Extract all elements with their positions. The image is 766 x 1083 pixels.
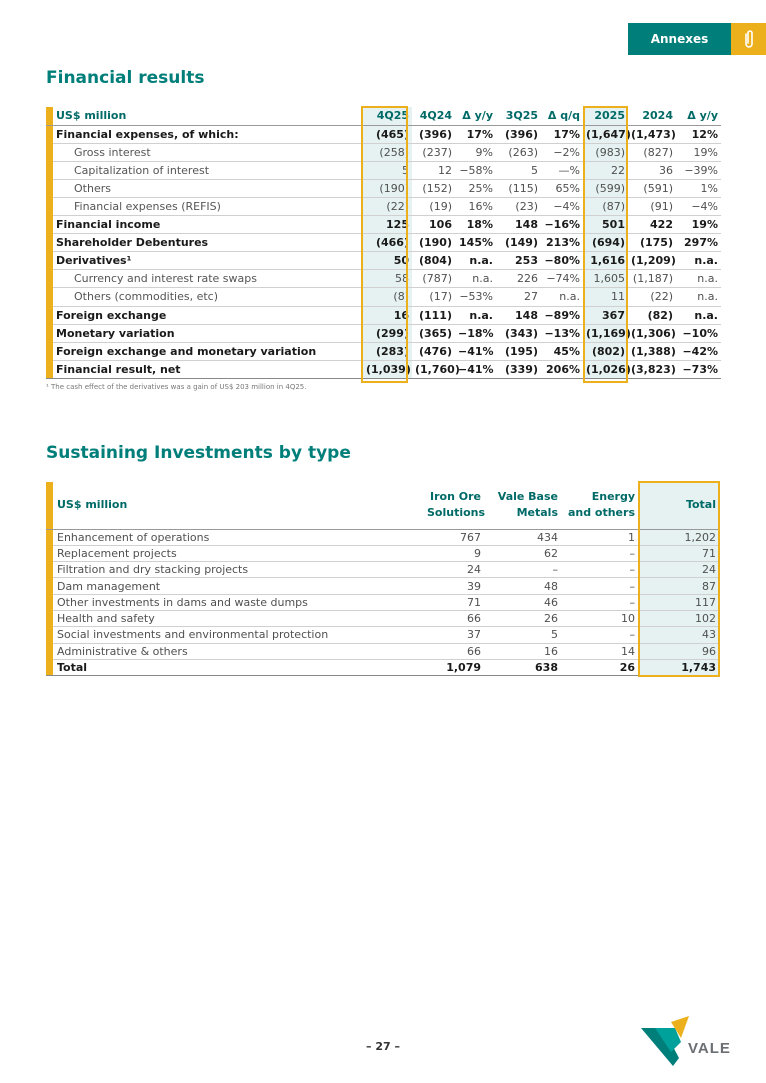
table-cell: 5: [496, 161, 541, 179]
table-cell: 145%: [455, 234, 496, 252]
table-cell: (175): [628, 234, 676, 252]
table-cell: 148: [496, 306, 541, 324]
table-row: [46, 125, 721, 143]
table-cell: 638: [485, 659, 562, 675]
accent-bar: [46, 197, 53, 215]
table-cell: 11: [583, 288, 628, 306]
table-cell: (983): [583, 143, 628, 161]
table-cell: −39%: [676, 161, 721, 179]
table-cell: n.a.: [676, 288, 721, 306]
table-cell: (591): [628, 179, 676, 197]
table-cell: 87: [639, 578, 720, 594]
table-cell: n.a.: [541, 288, 583, 306]
row-label: Others (commodities, etc): [53, 288, 363, 306]
total-row: [46, 659, 720, 675]
row-label: Enhancement of operations: [53, 529, 423, 545]
accent-bar: [46, 562, 53, 578]
column-header: 4Q24: [412, 107, 455, 125]
table-row: [46, 529, 720, 545]
table-cell: 24: [639, 562, 720, 578]
table-cell: 253: [496, 252, 541, 270]
table-row: [46, 610, 720, 626]
accent-bar: [46, 306, 53, 324]
table-cell: (23): [496, 197, 541, 215]
row-label: Replacement projects: [53, 545, 423, 561]
table-cell: 1%: [676, 179, 721, 197]
table-cell: 117: [639, 594, 720, 610]
table-cell: 96: [639, 643, 720, 659]
table-cell: 102: [639, 610, 720, 626]
table-cell: 62: [485, 545, 562, 561]
table-cell: 46: [485, 594, 562, 610]
table-cell: 27: [496, 288, 541, 306]
table-cell: 148: [496, 216, 541, 234]
column-header: Δ y/y: [455, 107, 496, 125]
row-label: Foreign exchange and monetary variation: [53, 342, 363, 360]
table-row: [46, 545, 720, 561]
table-row: [46, 161, 721, 179]
table-cell: 36: [628, 161, 676, 179]
section-title-financial-results: Financial results: [46, 68, 205, 88]
table-cell: 1,743: [639, 659, 720, 675]
table-cell: (3,823): [628, 360, 676, 378]
table-cell: 767: [423, 529, 485, 545]
accent-bar: [46, 360, 53, 378]
table-cell: 18%: [455, 216, 496, 234]
table-cell: 19%: [676, 216, 721, 234]
vale-logo-text: VALE: [688, 1040, 731, 1057]
financial-results-table: [46, 107, 721, 379]
table-cell: −80%: [541, 252, 583, 270]
table-cell: 43: [639, 627, 720, 643]
table-cell: (694): [583, 234, 628, 252]
footnote: ¹ The cash effect of the derivatives was a gain of US$ 203 million in 4Q25.: [46, 383, 307, 391]
table-cell: 206%: [541, 360, 583, 378]
column-header-unit: US$ million: [53, 482, 423, 529]
row-label: Financial expenses, of which:: [53, 125, 363, 143]
row-label: Financial income: [53, 216, 363, 234]
table-cell: (152): [412, 179, 455, 197]
page-number: – 27 –: [366, 1040, 400, 1053]
table-cell: (802): [583, 342, 628, 360]
table-cell: −16%: [541, 216, 583, 234]
column-header: 2024: [628, 107, 676, 125]
table-row: [46, 270, 721, 288]
column-header: Total: [639, 482, 720, 529]
table-row: [46, 578, 720, 594]
accent-bar: [46, 252, 53, 270]
table-cell: 1,605: [583, 270, 628, 288]
table-cell: −41%: [455, 342, 496, 360]
row-label: Currency and interest rate swaps: [53, 270, 363, 288]
table-cell: −13%: [541, 324, 583, 342]
table-cell: (396): [412, 125, 455, 143]
table-cell: (1,209): [628, 252, 676, 270]
table-cell: 12%: [676, 125, 721, 143]
table-row: [46, 627, 720, 643]
table-cell: n.a.: [676, 306, 721, 324]
table-cell: (195): [496, 342, 541, 360]
table-cell: (1,169): [583, 324, 628, 342]
table-cell: (476): [412, 342, 455, 360]
table-cell: 37: [423, 627, 485, 643]
table-cell: 10: [562, 610, 639, 626]
table-cell: 71: [639, 545, 720, 561]
table-cell: (1,187): [628, 270, 676, 288]
table-cell: 501: [583, 216, 628, 234]
table-cell: –: [562, 545, 639, 561]
table-cell: n.a.: [676, 270, 721, 288]
column-header: 4Q25: [363, 107, 412, 125]
row-label: Health and safety: [53, 610, 423, 626]
table-cell: 45%: [541, 342, 583, 360]
accent-bar: [46, 627, 53, 643]
table-cell: −42%: [676, 342, 721, 360]
table-cell: (827): [628, 143, 676, 161]
table-cell: 14: [562, 643, 639, 659]
row-label: Capitalization of interest: [53, 161, 363, 179]
table-cell: –: [562, 578, 639, 594]
table-header-row: [46, 107, 721, 125]
table-cell: (1,760): [412, 360, 455, 378]
table-cell: (466): [363, 234, 412, 252]
table-cell: 5: [363, 161, 412, 179]
accent-bar: [46, 234, 53, 252]
table-cell: 71: [423, 594, 485, 610]
table-cell: 16: [485, 643, 562, 659]
row-label: Others: [53, 179, 363, 197]
table-row: [46, 216, 721, 234]
row-label: Social investments and environmental protection: [53, 627, 423, 643]
table-row: [46, 252, 721, 270]
table-cell: 19%: [676, 143, 721, 161]
table-cell: 65%: [541, 179, 583, 197]
table-cell: −58%: [455, 161, 496, 179]
table-cell: –: [562, 562, 639, 578]
sustaining-investments-table: [46, 482, 720, 676]
section-tab-annexes: Annexes: [628, 23, 731, 55]
table-cell: 17%: [455, 125, 496, 143]
table-cell: 50: [363, 252, 412, 270]
accent-bar: [46, 324, 53, 342]
table-cell: 125: [363, 216, 412, 234]
table-cell: –: [562, 594, 639, 610]
accent-bar: [46, 179, 53, 197]
table-cell: −53%: [455, 288, 496, 306]
table-cell: (115): [496, 179, 541, 197]
table-cell: (190): [412, 234, 455, 252]
table-cell: 66: [423, 643, 485, 659]
accent-bar: [46, 610, 53, 626]
table-cell: (804): [412, 252, 455, 270]
accent-bar: [46, 482, 53, 529]
row-label: Financial expenses (REFIS): [53, 197, 363, 215]
table-cell: 26: [485, 610, 562, 626]
table-cell: (91): [628, 197, 676, 215]
table-cell: 434: [485, 529, 562, 545]
table-cell: 25%: [455, 179, 496, 197]
table-cell: 22: [583, 161, 628, 179]
table-row: [46, 306, 721, 324]
table-cell: 48: [485, 578, 562, 594]
row-label: Filtration and dry stacking projects: [53, 562, 423, 578]
paperclip-icon: [731, 23, 766, 55]
table-cell: (263): [496, 143, 541, 161]
table-cell: (237): [412, 143, 455, 161]
table-cell: (22): [628, 288, 676, 306]
table-cell: 12: [412, 161, 455, 179]
table-cell: (1,647): [583, 125, 628, 143]
table-row: [46, 288, 721, 306]
column-header: Iron Ore Solutions: [423, 482, 485, 529]
table-cell: (17): [412, 288, 455, 306]
table-cell: 39: [423, 578, 485, 594]
table-cell: 9%: [455, 143, 496, 161]
table-cell: 9: [423, 545, 485, 561]
table-cell: 5: [485, 627, 562, 643]
column-header: 3Q25: [496, 107, 541, 125]
column-header: Δ y/y: [676, 107, 721, 125]
accent-bar: [46, 659, 53, 675]
row-label: Monetary variation: [53, 324, 363, 342]
table-cell: −18%: [455, 324, 496, 342]
table-cell: 213%: [541, 234, 583, 252]
row-label: Administrative & others: [53, 643, 423, 659]
table-cell: (87): [583, 197, 628, 215]
table-cell: (283): [363, 342, 412, 360]
table-cell: 16%: [455, 197, 496, 215]
table-cell: (111): [412, 306, 455, 324]
row-label: Foreign exchange: [53, 306, 363, 324]
accent-bar: [46, 342, 53, 360]
row-label: Dam management: [53, 578, 423, 594]
table-cell: —%: [541, 161, 583, 179]
column-header: Energy and others: [562, 482, 639, 529]
table-cell: (190): [363, 179, 412, 197]
table-cell: (1,306): [628, 324, 676, 342]
table-cell: 16: [363, 306, 412, 324]
table-header-row: [46, 482, 720, 529]
table-cell: (365): [412, 324, 455, 342]
table-cell: 26: [562, 659, 639, 675]
table-cell: (343): [496, 324, 541, 342]
row-label: Gross interest: [53, 143, 363, 161]
table-cell: 58: [363, 270, 412, 288]
table-cell: 422: [628, 216, 676, 234]
table-row: [46, 562, 720, 578]
accent-bar: [46, 143, 53, 161]
table-cell: (258): [363, 143, 412, 161]
table-cell: −10%: [676, 324, 721, 342]
table-cell: (1,388): [628, 342, 676, 360]
table-cell: (82): [628, 306, 676, 324]
column-header: Vale Base Metals: [485, 482, 562, 529]
accent-bar: [46, 125, 53, 143]
table-cell: 24: [423, 562, 485, 578]
table-cell: n.a.: [455, 306, 496, 324]
table-cell: (465): [363, 125, 412, 143]
table-row: [46, 342, 721, 360]
table-cell: 1,079: [423, 659, 485, 675]
table-cell: n.a.: [455, 270, 496, 288]
section-title-sustaining-investments: Sustaining Investments by type: [46, 443, 351, 463]
accent-bar: [46, 270, 53, 288]
table-cell: (1,026): [583, 360, 628, 378]
table-row: [46, 324, 721, 342]
table-row: [46, 643, 720, 659]
table-row: [46, 143, 721, 161]
accent-bar: [46, 594, 53, 610]
column-header: Δ q/q: [541, 107, 583, 125]
table-cell: (1,039): [363, 360, 412, 378]
accent-bar: [46, 545, 53, 561]
table-cell: 17%: [541, 125, 583, 143]
table-row: [46, 594, 720, 610]
row-label: Other investments in dams and waste dumps: [53, 594, 423, 610]
table-cell: 1,616: [583, 252, 628, 270]
table-cell: (599): [583, 179, 628, 197]
accent-bar: [46, 161, 53, 179]
table-cell: −4%: [541, 197, 583, 215]
accent-bar: [46, 107, 53, 125]
table-row: [46, 360, 721, 378]
table-cell: –: [485, 562, 562, 578]
table-row: [46, 234, 721, 252]
table-cell: −2%: [541, 143, 583, 161]
table-row: [46, 197, 721, 215]
table-cell: (19): [412, 197, 455, 215]
table-cell: (787): [412, 270, 455, 288]
table-cell: 1: [562, 529, 639, 545]
table-cell: (8): [363, 288, 412, 306]
accent-bar: [46, 288, 53, 306]
table-cell: −73%: [676, 360, 721, 378]
table-row: [46, 179, 721, 197]
table-cell: –: [562, 627, 639, 643]
table-cell: 297%: [676, 234, 721, 252]
table-cell: −89%: [541, 306, 583, 324]
accent-bar: [46, 529, 53, 545]
accent-bar: [46, 216, 53, 234]
table-cell: n.a.: [455, 252, 496, 270]
table-cell: −41%: [455, 360, 496, 378]
table-cell: (299): [363, 324, 412, 342]
table-cell: −4%: [676, 197, 721, 215]
table-cell: −74%: [541, 270, 583, 288]
column-header-unit: US$ million: [53, 107, 363, 125]
table-cell: 106: [412, 216, 455, 234]
row-label: Financial result, net: [53, 360, 363, 378]
table-cell: 226: [496, 270, 541, 288]
table-cell: (22): [363, 197, 412, 215]
table-cell: (396): [496, 125, 541, 143]
table-cell: n.a.: [676, 252, 721, 270]
column-header: 2025: [583, 107, 628, 125]
table-cell: 66: [423, 610, 485, 626]
row-label: Shareholder Debentures: [53, 234, 363, 252]
accent-bar: [46, 578, 53, 594]
table-cell: 367: [583, 306, 628, 324]
row-label: Total: [53, 659, 423, 675]
row-label: Derivatives¹: [53, 252, 363, 270]
accent-bar: [46, 643, 53, 659]
table-cell: 1,202: [639, 529, 720, 545]
table-cell: (1,473): [628, 125, 676, 143]
table-cell: (339): [496, 360, 541, 378]
table-cell: (149): [496, 234, 541, 252]
